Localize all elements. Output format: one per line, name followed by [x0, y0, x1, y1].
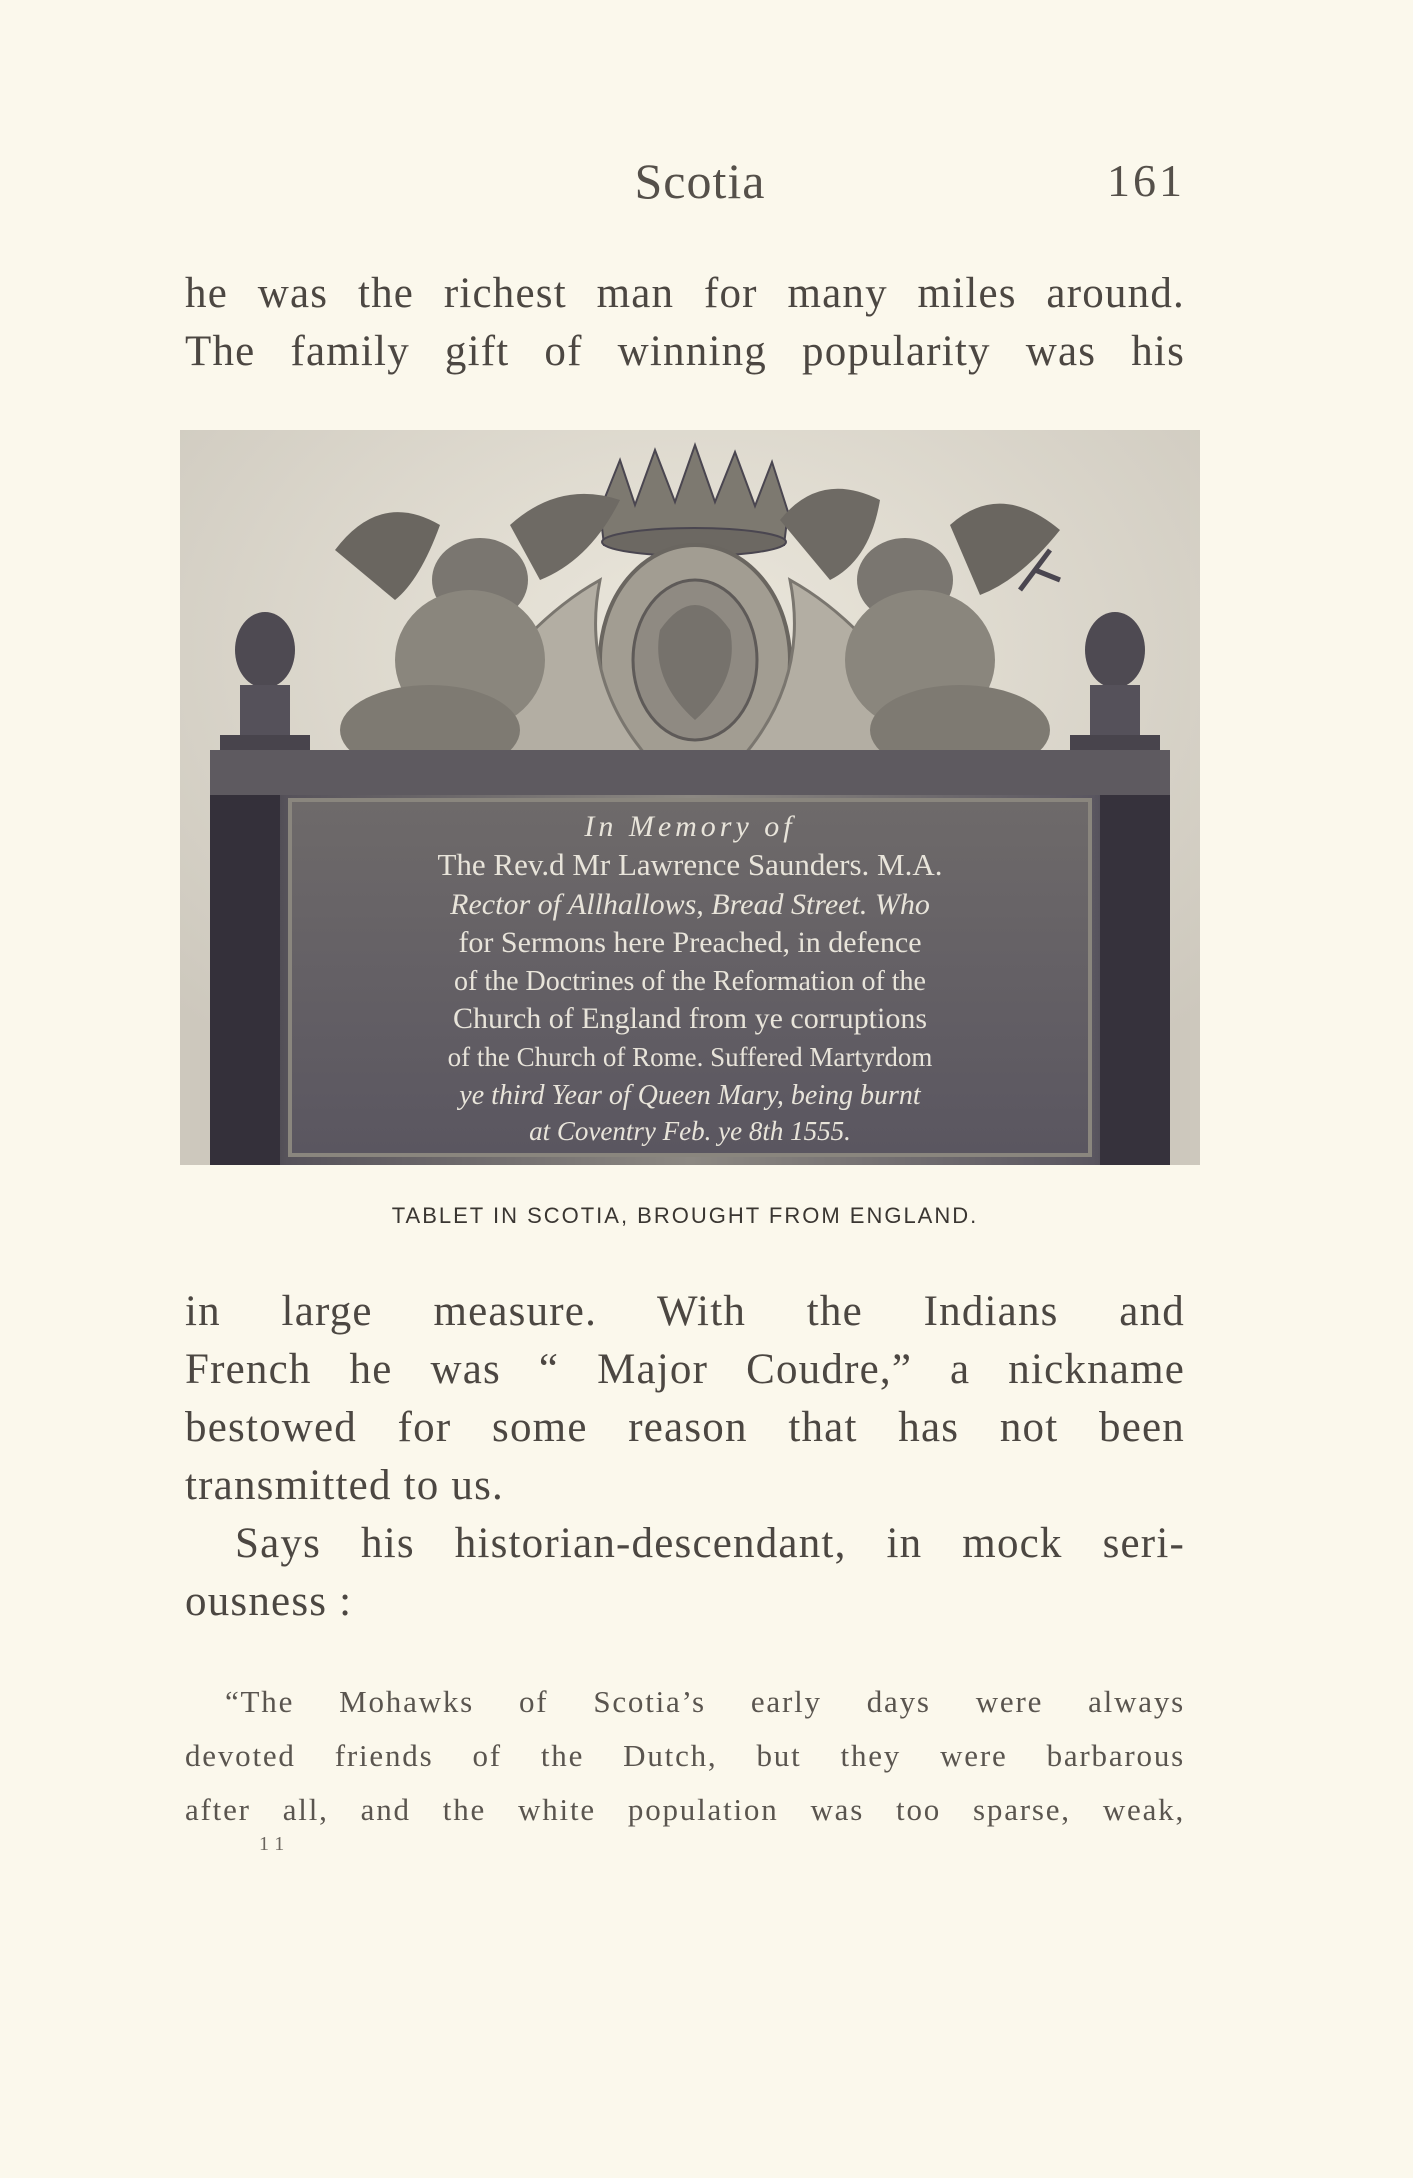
running-title: Scotia: [634, 153, 766, 209]
right-pilaster: [1100, 795, 1170, 1165]
figure-caption: TABLET IN SCOTIA, BROUGHT FROM ENGLAND.: [391, 1203, 979, 1228]
inscription-line: ye third Year of Queen Mary, being burnt: [459, 1080, 921, 1111]
text-line: he was the richest man for many miles around.: [185, 270, 1185, 317]
inscription-line: In Memory of: [584, 810, 796, 843]
text-line: Says his historian-descendant, in mock seri-: [235, 1520, 1185, 1567]
text-line: The family gift of winning popularity was his: [185, 328, 1185, 375]
inscription-text: [437, 810, 942, 1146]
inscription-line: at Coventry Feb. ye 8th 1555.: [529, 1116, 851, 1146]
quote-line: after all, and the white population was too sparse, weak,: [185, 1792, 1185, 1827]
text-line: ousness :: [185, 1578, 353, 1625]
block-quotation: [185, 1675, 1185, 1837]
running-head: [0, 152, 1413, 222]
inscription-line: of the Doctrines of the Reformation of the: [454, 966, 926, 997]
body-paragraph-bottom: [185, 1283, 1185, 1631]
quote-line: devoted friends of the Dutch, but they were barbarous: [185, 1738, 1185, 1773]
quote-line: “The Mohawks of Scotia’s early days were always: [225, 1684, 1185, 1719]
text-line: French he was “ Major Coudre,” a nickname: [185, 1346, 1185, 1393]
tablet-illustration: [180, 430, 1200, 1165]
left-pilaster: [210, 795, 280, 1165]
text-line: transmitted to us.: [185, 1462, 504, 1509]
inscription-line: for Sermons here Preached, in defence: [458, 926, 922, 959]
signature-mark: 11: [259, 1833, 291, 1855]
inscription-line: Church of England from ye corruptions: [452, 1002, 928, 1035]
tablet-cornice: [210, 750, 1170, 800]
text-line: in large measure. With the Indians and: [185, 1288, 1185, 1335]
text-line: bestowed for some reason that has not been: [185, 1404, 1185, 1451]
page-number: 161: [1107, 155, 1185, 206]
inscription-line: of the Church of Rome. Suffered Martyrdom: [447, 1042, 933, 1072]
inscription-line: Rector of Allhallows, Bread Street. Who: [450, 888, 930, 921]
body-paragraph-top: [185, 265, 1185, 381]
inscription-line: The Rev.d Mr Lawrence Saunders. M.A.: [437, 847, 943, 882]
tablet-photograph: [180, 430, 1200, 1165]
